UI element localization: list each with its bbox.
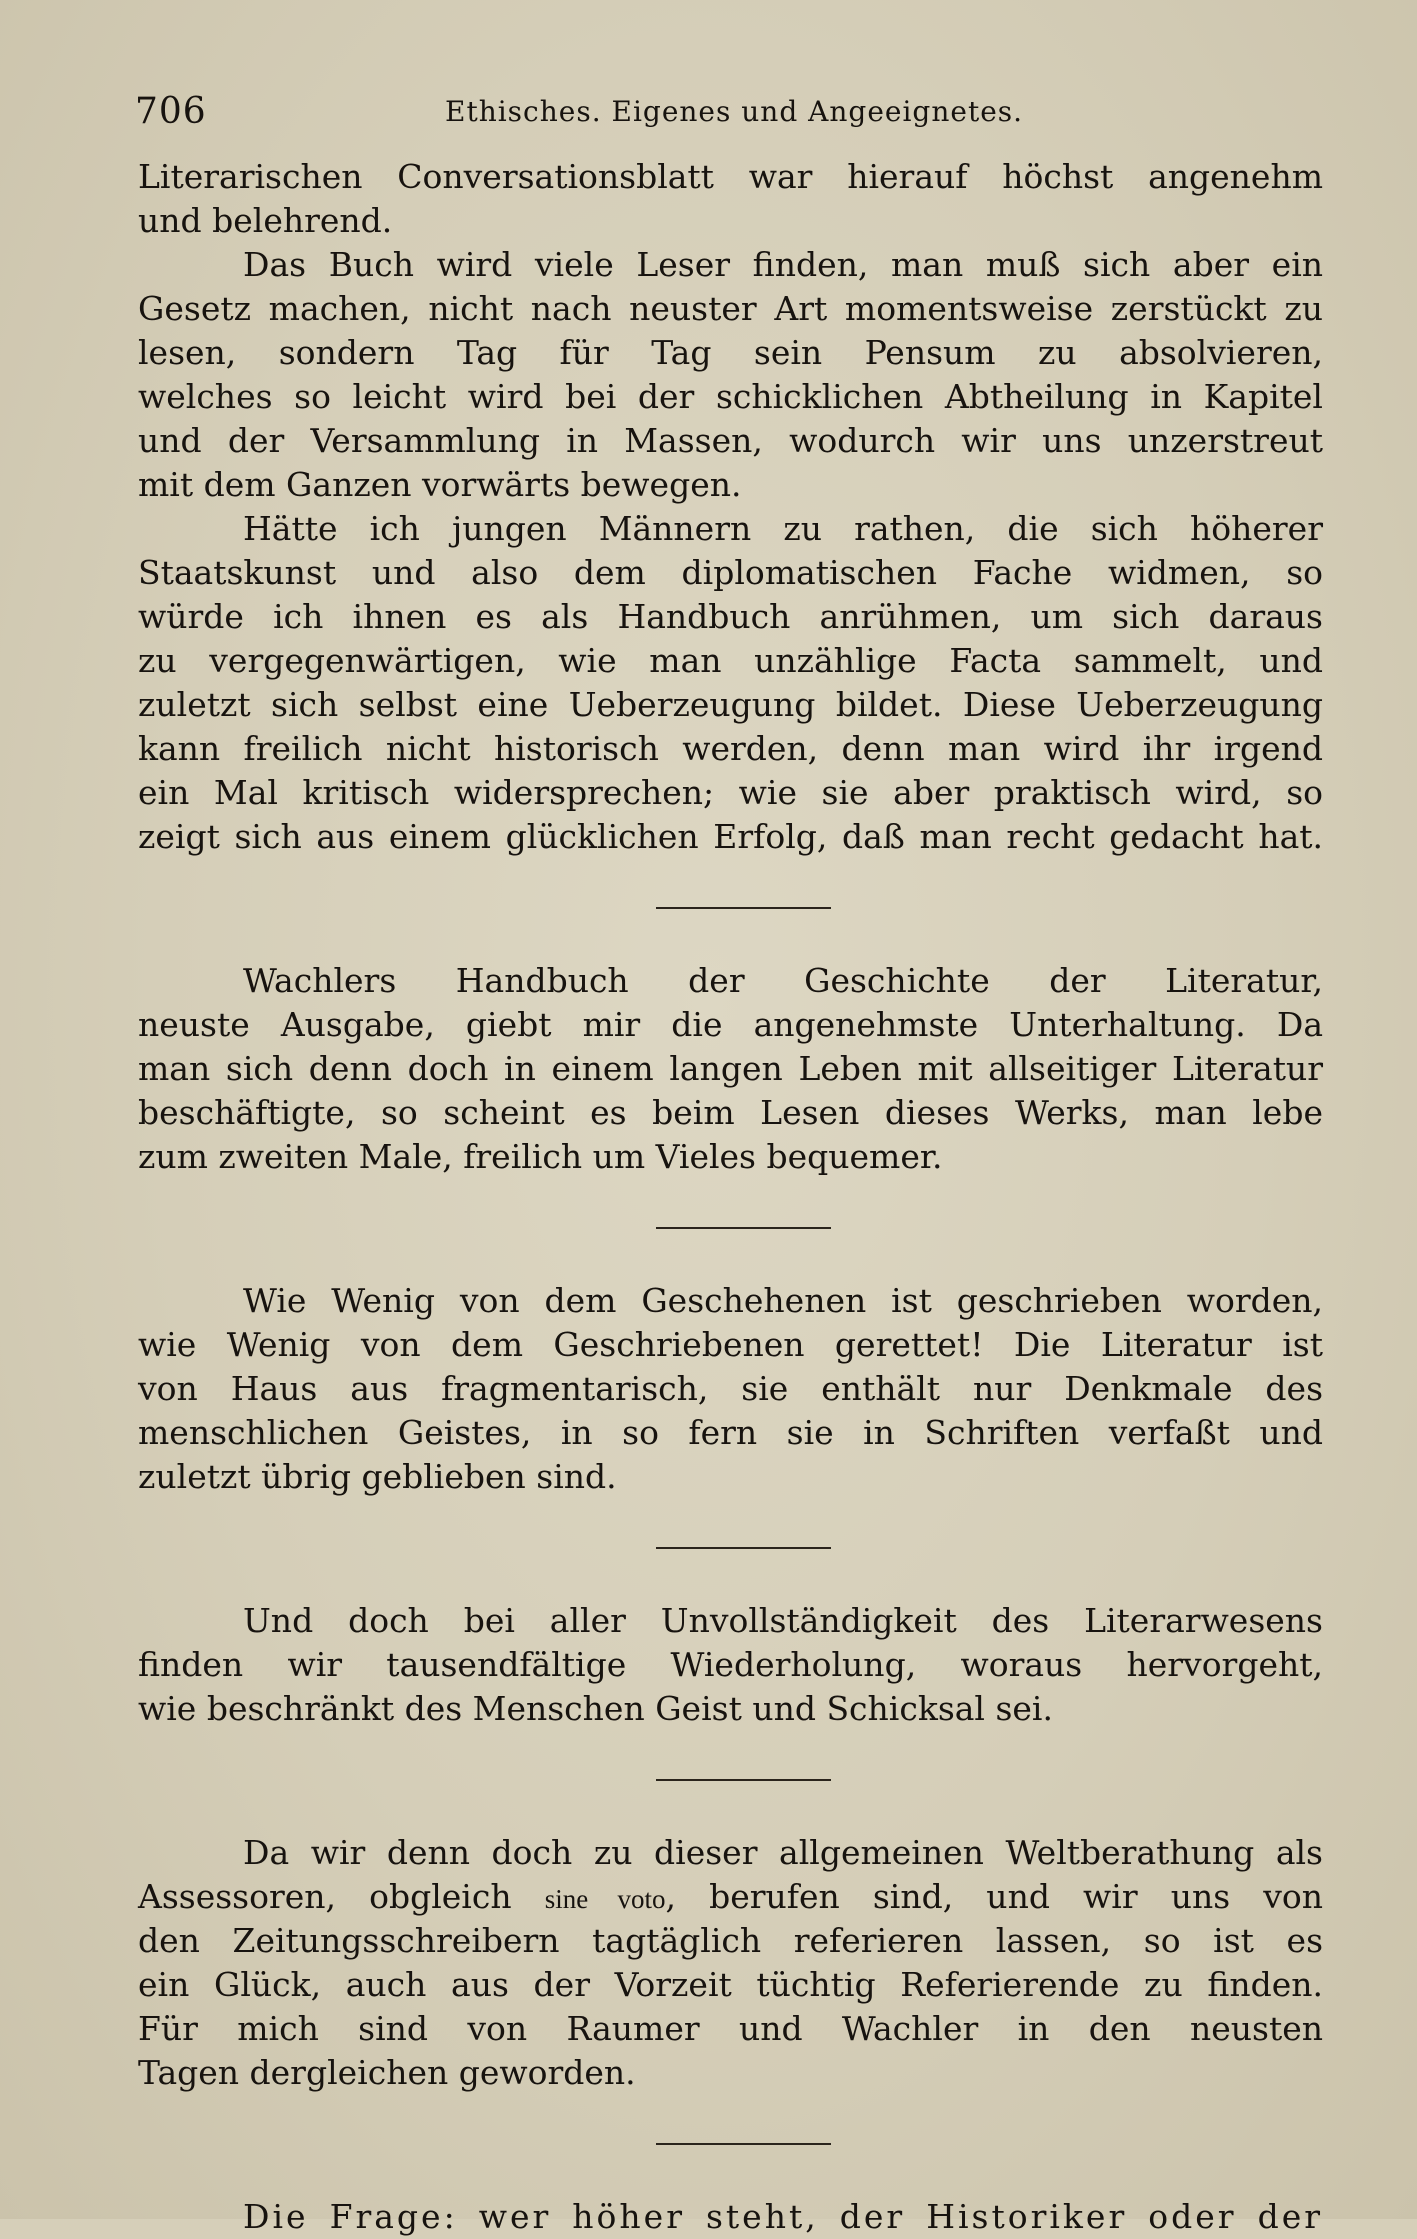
paragraph-6 [138, 1599, 1323, 1731]
text-line: zeigt sich aus einem glücklichen Erfolg, daß man recht gedacht hat. [138, 817, 1323, 856]
text-line: würde ich ihnen es als Handbuch anrühmen, um sich daraus [138, 597, 1323, 636]
latin-phrase: sine voto [544, 1884, 666, 1914]
section-separator [138, 2095, 1323, 2195]
text-line: wie Wenig von dem Geschriebenen gerettet! Die Literatur ist [138, 1325, 1323, 1364]
text-line: Gesetz machen, nicht nach neuster Art momentsweise zerstückt zu [138, 289, 1323, 328]
text-line: Die Frage: wer höher steht, der Historiker oder der [243, 2197, 1323, 2236]
text-line: welches so leicht wird bei der schicklichen Abtheilung in Kapitel [138, 377, 1323, 416]
text-line: und belehrend. [138, 201, 393, 240]
text-line: zum zweiten Male, freilich um Vieles bequemer. [138, 1137, 943, 1176]
paragraph-2 [138, 243, 1323, 507]
page-number: 706 [135, 91, 207, 132]
section-separator [138, 1179, 1323, 1279]
section-separator [138, 859, 1323, 959]
text-line: wie beschränkt des Menschen Geist und Schicksal sei. [138, 1689, 1053, 1728]
text-line: Hätte ich jungen Männern zu rathen, die sich höherer [243, 509, 1323, 548]
paragraph-1 [138, 155, 1323, 243]
text-line: den Zeitungsschreibern tagtäglich referieren lassen, so ist es [138, 1921, 1323, 1960]
text-line: mit dem Ganzen vorwärts bewegen. [138, 465, 742, 504]
separator-rule [656, 1779, 831, 1781]
paragraph-3 [138, 507, 1323, 859]
text-line: Da wir denn doch zu dieser allgemeinen Weltberathung als [243, 1833, 1323, 1872]
separator-rule [656, 907, 831, 909]
text-line: Staatskunst und also dem diplomatischen Fache widmen, so [138, 553, 1323, 592]
section-separator [138, 1499, 1323, 1599]
page-header [135, 88, 1315, 148]
text-line: Das Buch wird viele Leser finden, man muß sich aber ein [243, 245, 1323, 284]
separator-rule [656, 2143, 831, 2145]
paragraph-8 [138, 2195, 1323, 2239]
text-segment: , berufen sind, und wir uns von [665, 1877, 1323, 1916]
text-line: neuste Ausgabe, giebt mir die angenehmste Unterhaltung. Da [138, 1005, 1323, 1044]
text-line: von Haus aus fragmentarisch, sie enthält nur Denkmale des [138, 1369, 1323, 1408]
text-line: lesen, sondern Tag für Tag sein Pensum zu absolvieren, [138, 333, 1323, 372]
text-line: beschäftigte, so scheint es beim Lesen dieses Werks, man lebe [138, 1093, 1323, 1132]
text-line: man sich denn doch in einem langen Leben mit allseitiger Literatur [138, 1049, 1323, 1088]
text-line: zu vergegenwärtigen, wie man unzählige Facta sammelt, und [138, 641, 1323, 680]
text-line: finden wir tausendfältige Wiederholung, woraus hervorgeht, [138, 1645, 1323, 1684]
text-line: Und doch bei aller Unvollständigkeit des Literarwesens [243, 1601, 1323, 1640]
text-line: Wie Wenig von dem Geschehenen ist geschrieben worden, [243, 1281, 1323, 1320]
paragraph-7 [138, 1831, 1323, 2095]
separator-rule [656, 1227, 831, 1229]
separator-rule [656, 1547, 831, 1549]
text-line: menschlichen Geistes, in so fern sie in Schriften verfaßt und [138, 1413, 1323, 1452]
text-line: Für mich sind von Raumer und Wachler in den neusten [138, 2009, 1323, 2048]
running-head: Ethisches. Eigenes und Angeeignetes. [445, 95, 1024, 128]
text-line [138, 1875, 1323, 1919]
section-separator [138, 1731, 1323, 1831]
text-segment: Assessoren, obgleich [138, 1877, 512, 1916]
body-text [138, 155, 1323, 2239]
text-line: zuletzt sich selbst eine Ueberzeugung bildet. Diese Ueberzeugung [138, 685, 1323, 724]
text-line: Tagen dergleichen geworden. [138, 2053, 636, 2092]
text-line: Literarischen Conversationsblatt war hierauf höchst angenehm [138, 157, 1323, 196]
paragraph-5 [138, 1279, 1323, 1499]
text-line: ein Mal kritisch widersprechen; wie sie aber praktisch wird, so [138, 773, 1323, 812]
text-line: Wachlers Handbuch der Geschichte der Literatur, [243, 961, 1323, 1000]
text-line: zuletzt übrig geblieben sind. [138, 1457, 617, 1496]
text-line: kann freilich nicht historisch werden, denn man wird ihr irgend [138, 729, 1323, 768]
text-line: und der Versammlung in Massen, wodurch wir uns unzerstreut [138, 421, 1323, 460]
text-line: ein Glück, auch aus der Vorzeit tüchtig Referierende zu finden. [138, 1965, 1323, 2004]
paragraph-4 [138, 959, 1323, 1179]
